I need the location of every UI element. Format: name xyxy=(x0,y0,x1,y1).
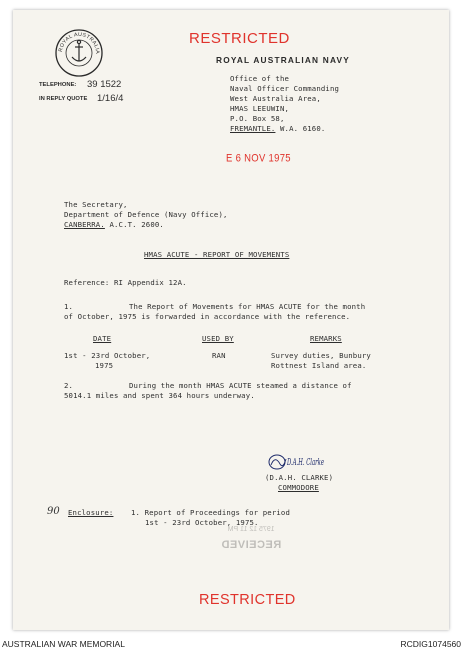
date-stamp: E 6 NOV 1975 xyxy=(226,152,291,165)
para2-line: During the month HMAS ACUTE steamed a distance of xyxy=(129,381,352,390)
navy-name: ROYAL AUSTRALIAN NAVY xyxy=(216,55,350,65)
table-cell-remarks: Rottnest Island area. xyxy=(271,361,367,370)
subject-line: HMAS ACUTE - REPORT OF MOVEMENTS xyxy=(144,250,290,259)
para2-line: 5014.1 miles and spent 364 hours underway. xyxy=(64,391,255,400)
sender-address-line: Office of the xyxy=(230,74,290,83)
para1-number: 1. xyxy=(64,302,74,311)
para2-number: 2. xyxy=(64,381,74,390)
enclosure-label: Enclosure: xyxy=(68,508,114,517)
classification-bottom: RESTRICTED xyxy=(199,592,296,608)
received-stamp-date: 1975 12 11 PM xyxy=(227,526,275,533)
footer-archive-name: AUSTRALIAN WAR MEMORIAL xyxy=(2,639,125,649)
sender-address-line: West Australia Area, xyxy=(230,94,321,103)
signature-script: D.A.H. Clarke xyxy=(286,458,324,468)
table-cell-used-by: RAN xyxy=(212,351,226,360)
received-stamp-word: RECEIVED xyxy=(221,539,282,551)
recipient-state-post: A.C.T. 2600. xyxy=(109,220,164,229)
sender-address-line: Naval Officer Commanding xyxy=(230,84,340,93)
recipient-line: The Secretary, xyxy=(64,200,128,209)
table-cell-remarks: Survey duties, Bunbury xyxy=(271,351,371,360)
signature-name: (D.A.H. CLARKE) xyxy=(265,473,334,482)
received-stamp xyxy=(221,526,281,551)
sender-city: FREMANTLE. xyxy=(230,124,276,133)
table-cell-date: 1st - 23rd October, xyxy=(64,351,151,360)
reference-line: Reference: RI Appendix 12A. xyxy=(64,278,187,287)
sender-address-line: P.O. Box 58, xyxy=(230,114,285,123)
navy-crest-seal xyxy=(54,28,104,78)
classification-top: RESTRICTED xyxy=(189,30,290,47)
table-cell-date: 1975 xyxy=(95,361,114,370)
sender-city-line xyxy=(230,124,325,133)
enclosure-item: 1. Report of Proceedings for period xyxy=(131,508,291,517)
reply-quote-label: IN REPLY QUOTE xyxy=(39,96,88,102)
table-header-date: DATE xyxy=(93,334,112,343)
table-header-used-by: USED BY xyxy=(202,334,234,343)
recipient-city: CANBERRA. xyxy=(64,220,105,229)
telephone-label: TELEPHONE: xyxy=(39,82,77,88)
margin-note: 90 xyxy=(47,506,60,517)
footer-record-id: RCDIG1074560 xyxy=(400,639,461,649)
sender-state-post: W.A. 6160. xyxy=(279,124,326,133)
recipient-city-line xyxy=(64,220,164,229)
recipient-line: Department of Defence (Navy Office), xyxy=(64,210,228,219)
document-page xyxy=(13,10,449,630)
signature-handwritten xyxy=(266,451,326,473)
seal-text: ROYAL AUSTRALIA xyxy=(57,31,101,55)
signature-rank: COMMODORE xyxy=(278,483,319,492)
telephone-value: 39 1522 xyxy=(87,79,122,90)
sender-address-line: HMAS LEEUWIN, xyxy=(230,104,290,113)
reply-quote-value: 1/16/4 xyxy=(97,93,124,104)
enclosure-item: 1st - 23rd October, 1975. xyxy=(145,518,259,527)
anchor-icon xyxy=(72,40,86,61)
para1-line: The Report of Movements for HMAS ACUTE for the month xyxy=(129,302,366,311)
para1-line: of October, 1975 is forwarded in accordance with the reference. xyxy=(64,312,351,321)
table-header-remarks: REMARKS xyxy=(310,334,342,343)
